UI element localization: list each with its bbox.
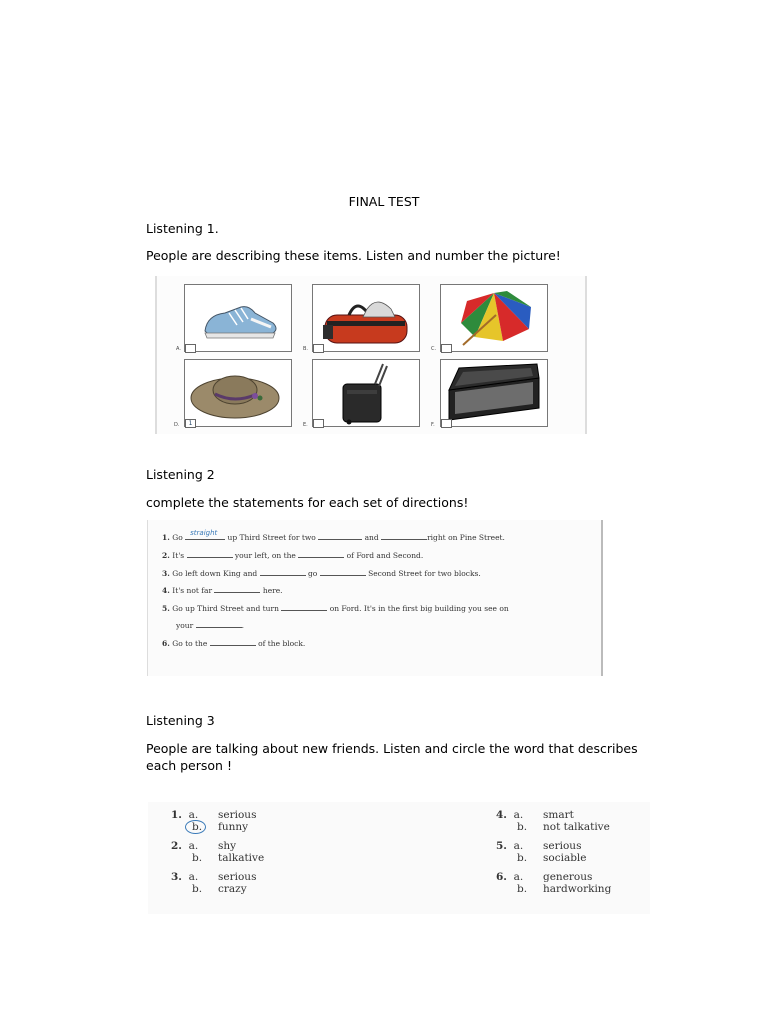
line-number: 2. [162, 551, 170, 560]
listening-2-directions-panel [147, 520, 603, 676]
answer-blank[interactable] [298, 549, 344, 558]
direction-line-5-continued [176, 619, 244, 631]
hat-icon [184, 359, 292, 427]
option-3a[interactable]: serious [218, 871, 257, 883]
direction-line-2 [162, 549, 423, 561]
line-text: and [364, 533, 379, 542]
line-text: here. [262, 586, 283, 595]
option-letter: a. [188, 809, 199, 821]
line-text: your [176, 621, 194, 630]
answer-blank[interactable] [281, 602, 327, 611]
question-number: 4. [496, 809, 507, 821]
answer-box-a[interactable] [185, 344, 196, 353]
line-text: up Third Street for two [227, 533, 316, 542]
line-text: It's not far [172, 586, 213, 595]
item-letter-e: E. [303, 422, 308, 428]
question-number: 3. [171, 871, 182, 883]
listening-1-instruction: People are describing these items. Listen and number the picture! [146, 248, 561, 263]
line-text: on Ford. It's in the first big building you see on [329, 604, 509, 613]
line-text: . [241, 621, 244, 630]
question-6 [496, 871, 523, 883]
question-3 [171, 871, 198, 883]
line-text: right on Pine Street. [427, 533, 505, 542]
option-6a[interactable]: generous [543, 871, 593, 883]
listening-1-picture-panel [155, 276, 587, 434]
direction-line-3 [162, 567, 481, 579]
answer-blank[interactable] [187, 549, 233, 558]
option-letter: b. [192, 852, 203, 864]
answer-box-e[interactable] [313, 419, 324, 428]
question-4 [496, 809, 523, 821]
line-text: Second Street for two blocks. [368, 569, 481, 578]
answer-box-d[interactable]: 1 [185, 419, 196, 428]
page-title: FINAL TEST [348, 194, 420, 209]
line-text: Go left down King and [172, 569, 258, 578]
answer-blank[interactable] [260, 567, 306, 576]
line-number: 4. [162, 586, 170, 595]
option-letter: b. [192, 821, 203, 833]
option-6b[interactable]: hardworking [543, 883, 612, 895]
handwritten-answer: straight [190, 529, 218, 537]
option-5b[interactable]: sociable [543, 852, 587, 864]
listening-1-heading: Listening 1. [146, 221, 219, 236]
line-text: your left, on the [234, 551, 296, 560]
line-number: 5. [162, 604, 170, 613]
option-2b[interactable]: talkative [218, 852, 265, 864]
duffel-bag-icon [312, 284, 420, 352]
answer-blank[interactable] [210, 637, 256, 646]
sneaker-icon [184, 284, 292, 352]
direction-line-6 [162, 637, 305, 649]
laptop-case-icon [440, 359, 548, 427]
option-4b[interactable]: not talkative [543, 821, 610, 833]
option-3b[interactable]: crazy [218, 883, 247, 895]
line-number: 6. [162, 639, 170, 648]
listening-3-instruction: People are talking about new friends. Listen and circle the word that describes each person ! [146, 741, 638, 773]
option-letter: a. [188, 840, 199, 852]
question-2 [171, 840, 198, 852]
item-letter-d: D. [174, 422, 180, 428]
answer-blank[interactable] [196, 619, 242, 628]
option-1b[interactable]: funny [218, 821, 249, 833]
answer-blank[interactable] [185, 531, 225, 540]
line-text: go [308, 569, 318, 578]
direction-line-4 [162, 584, 283, 596]
answer-box-c[interactable] [441, 344, 452, 353]
line-number: 1. [162, 533, 170, 542]
option-4a[interactable]: smart [543, 809, 574, 821]
answer-circle [185, 820, 206, 834]
line-number: 3. [162, 569, 170, 578]
question-number: 6. [496, 871, 507, 883]
direction-line-1 [162, 531, 505, 543]
option-letter: b. [517, 852, 528, 864]
line-text: Go up Third Street and turn [172, 604, 279, 613]
answer-box-b[interactable] [313, 344, 324, 353]
option-letter: b. [192, 883, 203, 895]
rolling-suitcase-icon [312, 359, 420, 427]
line-text: It's [172, 551, 185, 560]
item-letter-f: F. [431, 422, 435, 428]
answer-blank[interactable] [320, 567, 366, 576]
direction-line-5 [162, 602, 509, 614]
line-text: of the block. [258, 639, 306, 648]
question-5 [496, 840, 523, 852]
item-letter-c: C. [431, 346, 437, 352]
listening-3-options-panel [148, 802, 650, 914]
option-letter: b. [517, 883, 528, 895]
option-letter: b. [517, 821, 528, 833]
line-text: of Ford and Second. [346, 551, 424, 560]
option-2a[interactable]: shy [218, 840, 237, 852]
option-letter: a. [513, 809, 524, 821]
answer-box-f[interactable] [441, 419, 452, 428]
option-letter: a. [513, 840, 524, 852]
item-letter-a: A. [176, 346, 181, 352]
option-letter: a. [513, 871, 524, 883]
umbrella-icon [440, 284, 548, 352]
item-letter-b: B. [303, 346, 309, 352]
listening-3-heading: Listening 3 [146, 713, 215, 728]
question-number: 1. [171, 809, 182, 821]
option-letter: a. [188, 871, 199, 883]
question-number: 5. [496, 840, 507, 852]
listening-2-heading: Listening 2 [146, 467, 215, 482]
answer-blank[interactable] [318, 531, 362, 540]
option-1a[interactable]: serious [218, 809, 257, 821]
answer-blank[interactable] [381, 531, 427, 540]
question-number: 2. [171, 840, 182, 852]
line-text: Go to the [172, 639, 208, 648]
line-text: Go [172, 533, 183, 542]
answer-blank[interactable] [214, 584, 260, 593]
option-5a[interactable]: serious [543, 840, 582, 852]
listening-2-instruction: complete the statements for each set of directions! [146, 495, 469, 510]
